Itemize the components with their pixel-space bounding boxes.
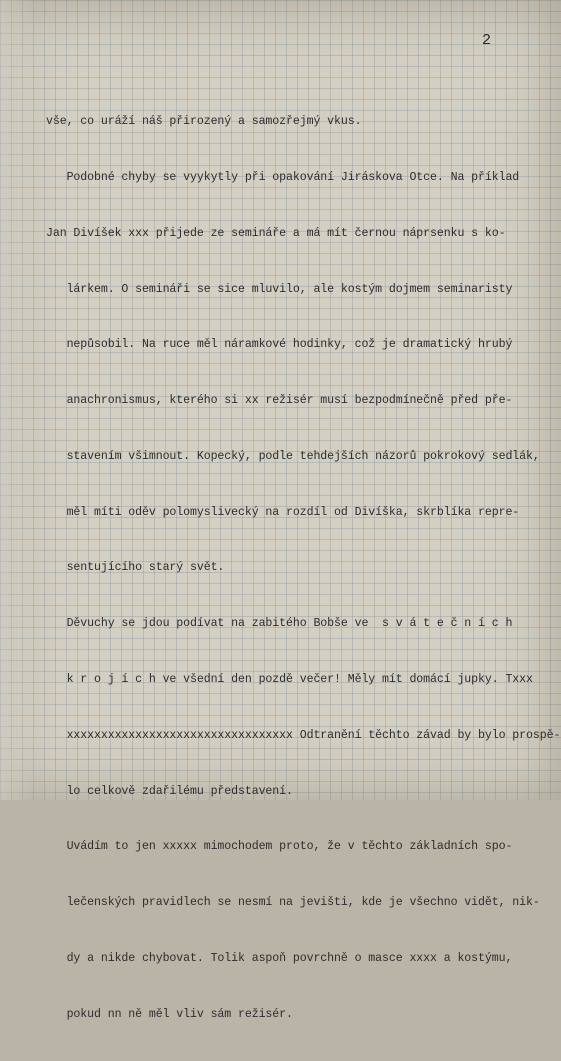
- text-line: lo celkově zdařilému představení.: [46, 784, 293, 798]
- text-line: sentujícího starý svět.: [46, 561, 225, 575]
- paper-fold-shading: [0, 0, 46, 800]
- typewritten-text: [46, 76, 561, 1061]
- text-line: Děvuchy se jdou podívat na zabitého Bobše ve s v á t e č n í c h: [46, 617, 513, 631]
- text-line: lečenských pravidlech se nesmí na jevišti, kde je všechno vidět, nik-: [46, 896, 540, 910]
- text-line: lárkem. O semináři se sice mluvilo, ale kostým dojmem seminaristy: [46, 282, 513, 296]
- text-line: Podobné chyby se vyykytly při opakování Jiráskova Otce. Na příklad: [46, 170, 520, 184]
- text-line: Uvádím to jen xxxxx mimochodem proto, že v těchto základních spo-: [46, 840, 513, 854]
- page-number: 2: [481, 32, 491, 49]
- text-line: stavením všimnout. Kopecký, podle tehdejších názorů pokrokový sedlák,: [46, 449, 540, 463]
- text-line: vše, co uráží náš přirozený a samozřejmý vkus.: [46, 115, 362, 129]
- text-line: anachronismus, kterého si xx režisér musí bezpodmínečně před pře-: [46, 394, 513, 408]
- text-line: dy a nikde chybovat. Tolik aspoň povrchně o masce xxxx a kostýmu,: [46, 951, 513, 965]
- text-line: pokud nn ně měl vliv sám režisér.: [46, 1007, 293, 1021]
- text-line: měl míti oděv polomyslivecký na rozdíl od Divíška, skrblíka repre-: [46, 505, 520, 519]
- text-line: Jan Divíšek xxx přijede ze semináře a má mít černou náprsenku s ko-: [46, 226, 506, 240]
- text-line: xxxxxxxxxxxxxxxxxxxxxxxxxxxxxxxxx Odtranění těchto závad by bylo prospě-: [46, 728, 561, 742]
- text-line: k r o j í c h ve všední den pozdě večer! Měly mít domácí jupky. Txxx: [46, 673, 533, 686]
- text-line: nepůsobil. Na ruce měl náramkové hodinky, což je dramatický hrubý: [46, 338, 513, 352]
